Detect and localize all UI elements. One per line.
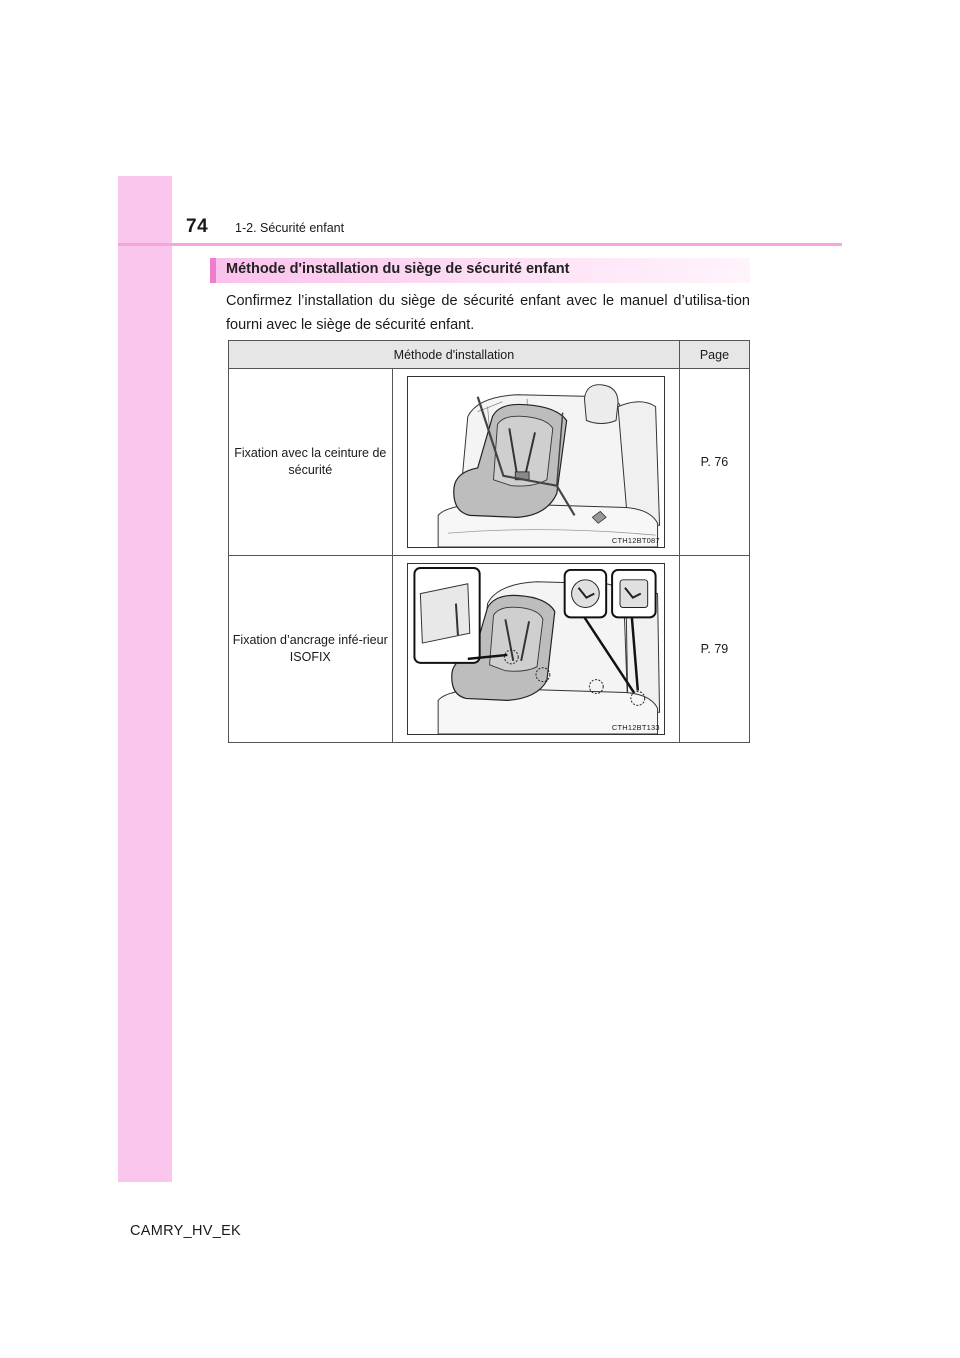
side-tab-band bbox=[118, 176, 172, 1182]
isofix-child-seat-drawing bbox=[408, 564, 664, 734]
table-row bbox=[229, 556, 750, 743]
seatbelt-child-seat-drawing bbox=[408, 377, 664, 547]
page-reference: P. 76 bbox=[679, 369, 749, 556]
header-page: Page bbox=[679, 341, 749, 369]
header-method: Méthode d'installation bbox=[229, 341, 680, 369]
page-number: 74 bbox=[186, 216, 209, 237]
method-illustration-cell bbox=[392, 369, 679, 556]
installation-methods-table bbox=[228, 340, 750, 743]
page-reference: P. 79 bbox=[679, 556, 749, 743]
chapter-title: 1-2. Sécurité enfant bbox=[235, 221, 345, 235]
header-rule bbox=[118, 243, 842, 246]
model-code: CAMRY_HV_EK bbox=[130, 1223, 242, 1239]
method-label: Fixation d’ancrage infé-rieur ISOFIX bbox=[229, 556, 393, 743]
table-header-row bbox=[229, 341, 750, 369]
seatbelt-installation-illustration bbox=[407, 376, 665, 548]
table-row bbox=[229, 369, 750, 556]
method-illustration-cell bbox=[392, 556, 679, 743]
illustration-code: CTH12BT087 bbox=[611, 536, 660, 545]
isofix-installation-illustration bbox=[407, 563, 665, 735]
illustration-code: CTH12BT133 bbox=[611, 723, 660, 732]
section-heading bbox=[210, 258, 750, 283]
intro-paragraph: Confirmez l’installation du siège de sécurité enfant avec le manuel d’utilisa-tion fourni avec le siège de sécurité enfant. bbox=[226, 293, 750, 333]
method-label: Fixation avec la ceinture de sécurité bbox=[229, 369, 393, 556]
section-heading-text: Méthode d'installation du siège de sécurité enfant bbox=[226, 261, 570, 277]
